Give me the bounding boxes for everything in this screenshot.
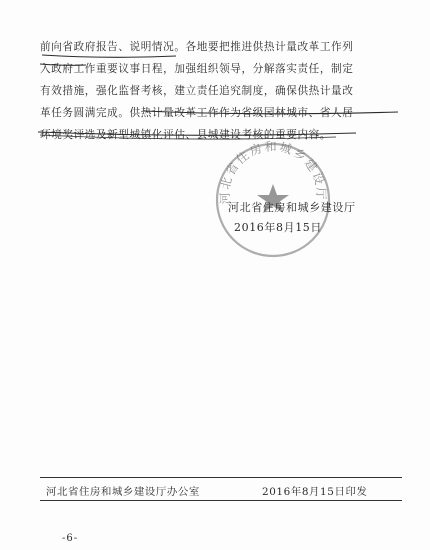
body-line-1: 前向省政府报告、说明情况。各地要把推进供热计量改革工作列 [40, 41, 354, 53]
seal-text: 河北省住房和城乡建设厅 [217, 139, 329, 205]
issue-date: 2016年8月15日 [234, 221, 322, 234]
issuer-name: 河北省住房和城乡建设厅 [228, 201, 356, 214]
official-seal [208, 132, 338, 262]
body-line-5: 环境奖评选及新型城镇化评估、县城建设考核的重要内容。 [40, 129, 332, 141]
body-line-4: 革任务圆满完成。供热计量改革工作作为省级园林城市、省人居 [40, 107, 354, 119]
body-line-3: 有效措施，强化监督考核，建立责任追究制度，确保供热计量改 [40, 85, 354, 97]
body-line-2: 入政府工作重要议事日程，加强组织领导，分解落实责任，制定 [40, 63, 354, 75]
footer-issuer: 河北省住房和城乡建设厅办公室 [46, 486, 200, 498]
footer-top-rule [40, 477, 402, 478]
page-number: -6- [62, 533, 79, 544]
footer-date: 2016年8月15日印发 [262, 486, 368, 498]
footer-bottom-rule [40, 500, 402, 501]
